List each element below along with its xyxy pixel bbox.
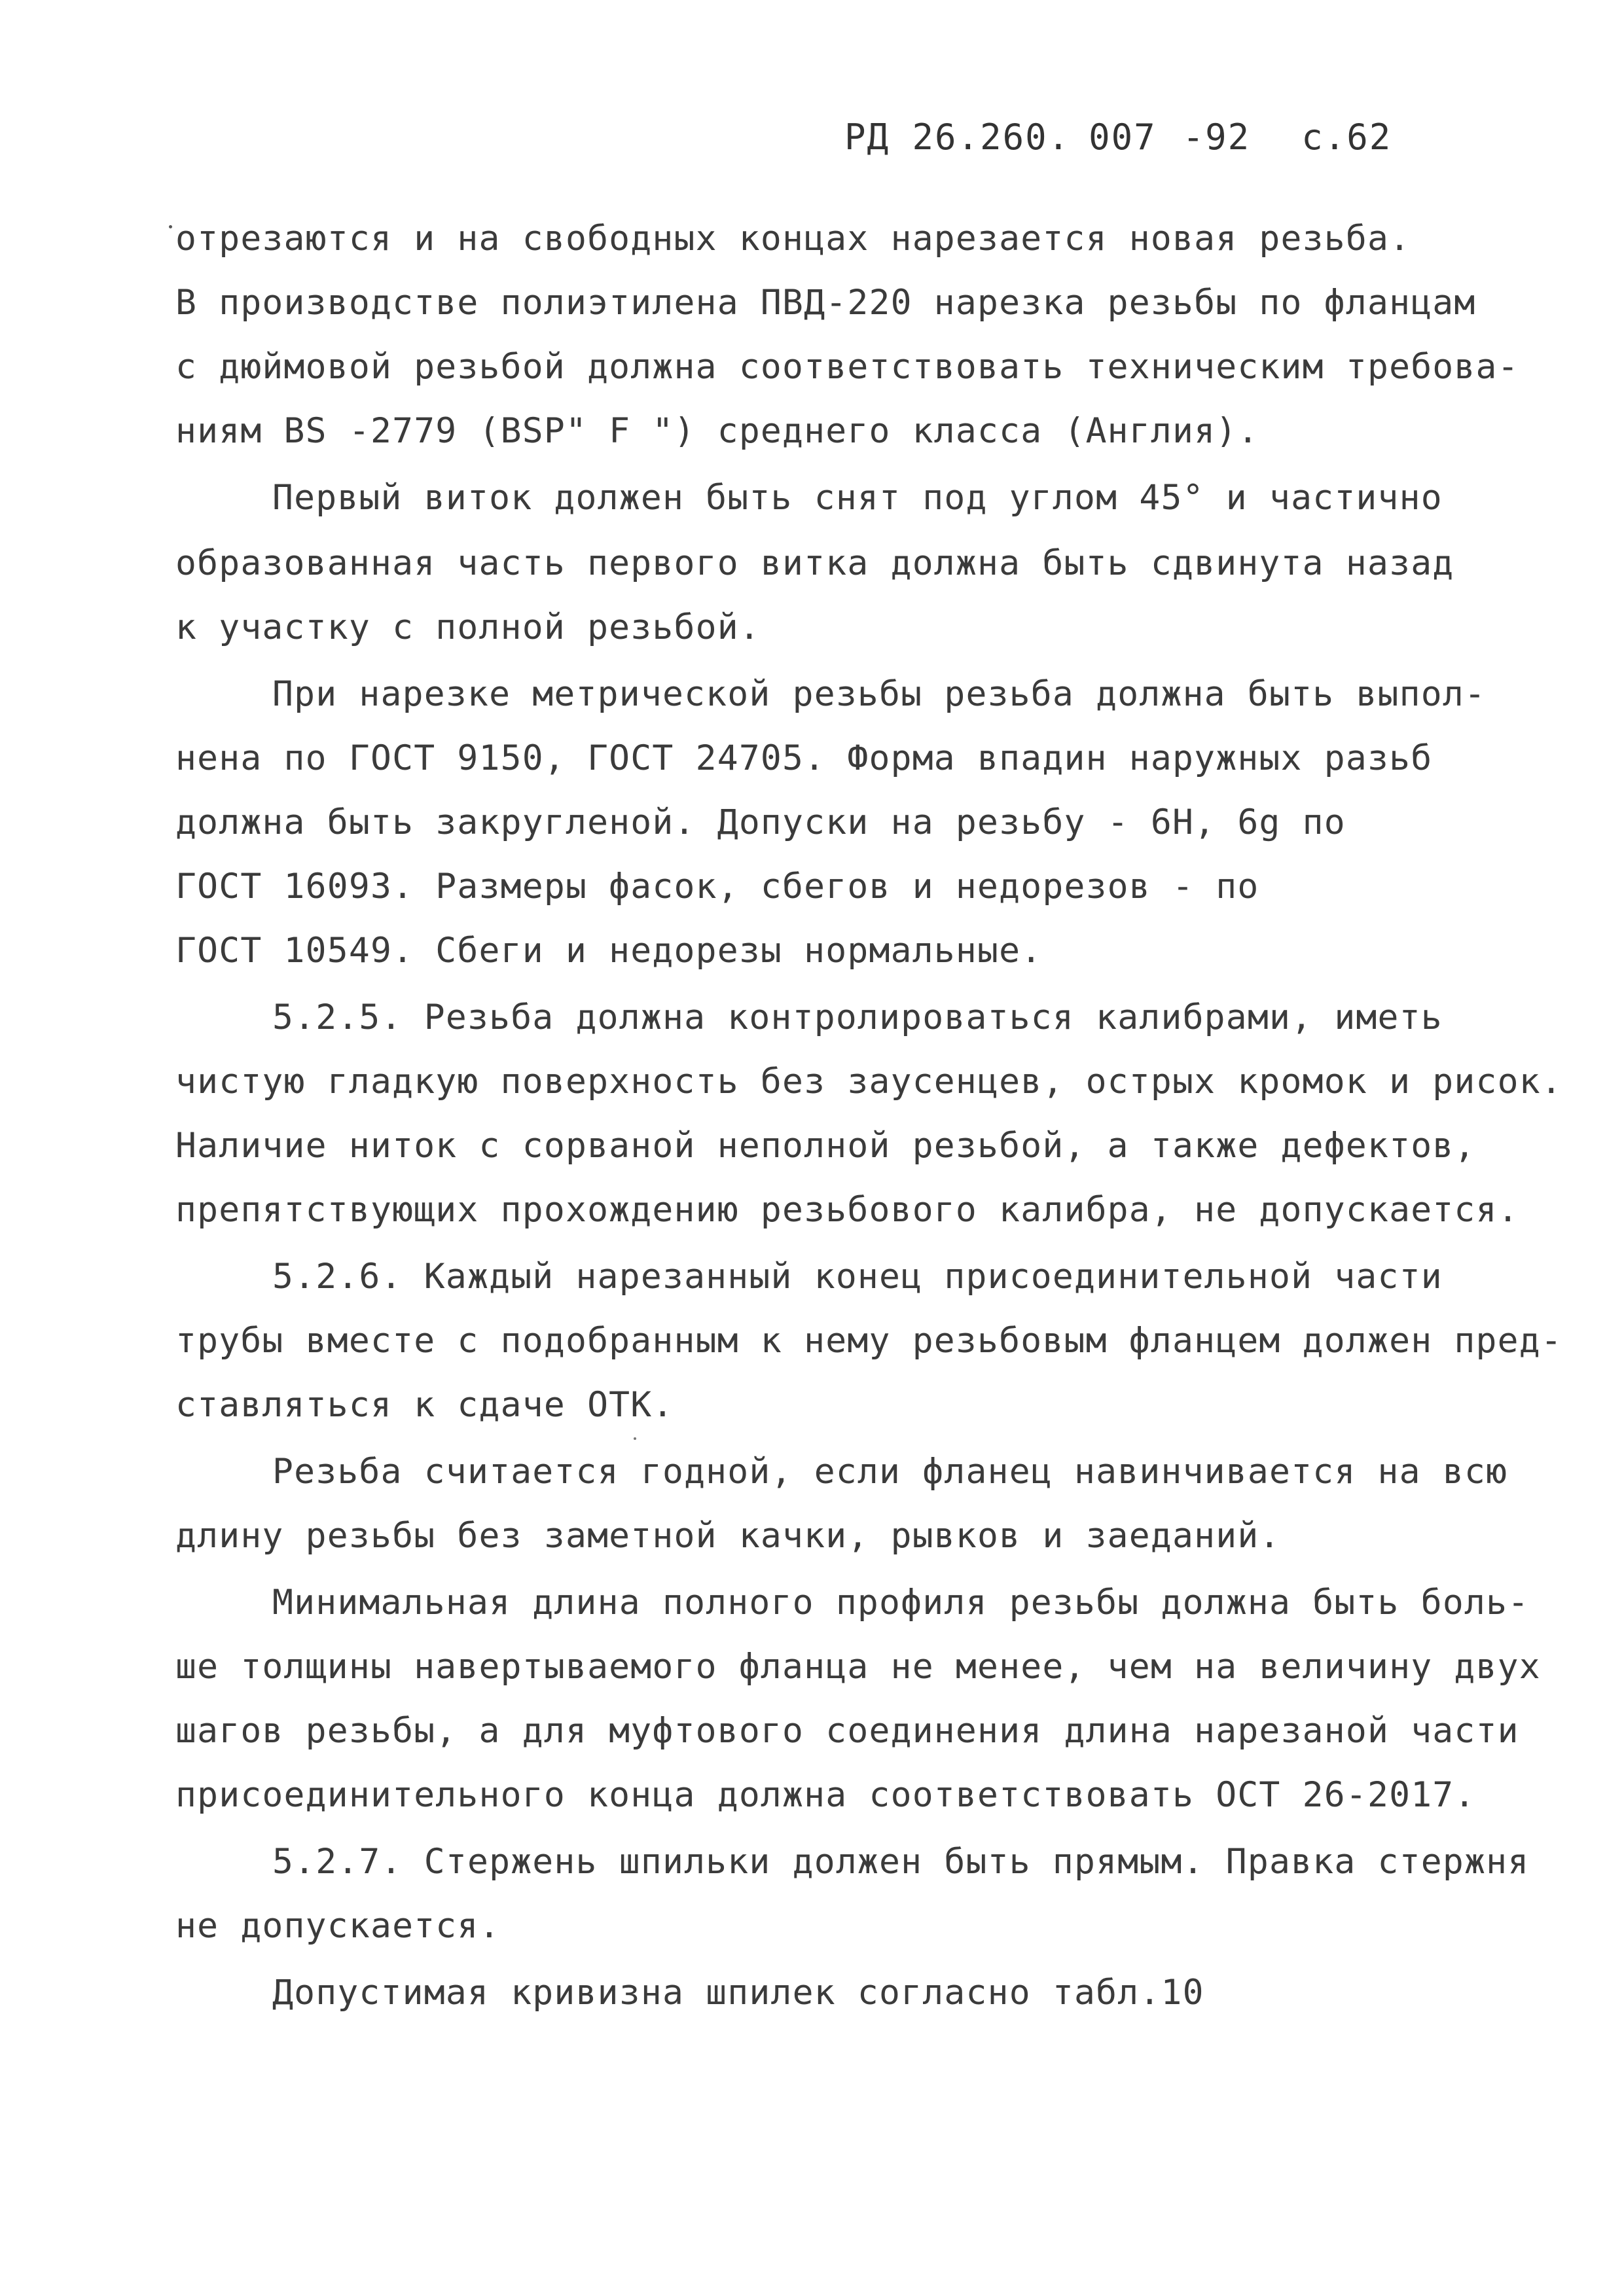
- text-line: ГОСТ 16093. Размеры фасок, сбегов и недорезов - по: [175, 867, 1259, 906]
- text-line: Наличие ниток с сорваной неполной резьбой, а также дефектов,: [175, 1126, 1476, 1166]
- margin-mark: [169, 225, 172, 228]
- document-code: РД 26.260.: [844, 117, 1071, 158]
- section-5-2-7-line: 5.2.7. Стержень шпильки должен быть прямым. Правка стержня: [272, 1842, 1530, 1882]
- text-line: с дюймовой резьбой должна соответствовать техническим требова-: [175, 347, 1519, 387]
- text-line: длину резьбы без заметной качки, рывков и заеданий.: [175, 1516, 1281, 1556]
- text-line: чистую гладкую поверхность без заусенцев, острых кромок и рисок.: [175, 1062, 1562, 1102]
- text-line: Минимальная длина полного профиля резьбы должна быть боль-: [272, 1583, 1530, 1623]
- page-header: [844, 117, 1410, 158]
- text-line: не допускается.: [175, 1906, 501, 1946]
- text-line: Допустимая кривизна шпилек согласно табл.10: [272, 1973, 1204, 2013]
- text-line: препятствующих прохождению резьбового калибра, не допускается.: [175, 1190, 1519, 1230]
- text-line: отрезаются и на свободных концах нарезается новая резьба.: [175, 219, 1411, 259]
- page-number: с.62: [1301, 117, 1392, 158]
- document-number: 007: [1089, 117, 1157, 158]
- text-line: При нарезке метрической резьбы резьба должна быть выпол-: [272, 674, 1487, 714]
- text-line: В производстве полиэтилена ПВД-220 нарезка резьбы по фланцам: [175, 283, 1476, 323]
- text-line: трубы вместе с подобранным к нему резьбовым фланцем должен пред-: [175, 1321, 1562, 1361]
- text-line: ГОСТ 10549. Сбеги и недорезы нормальные.: [175, 931, 1043, 971]
- text-line: к участку с полной резьбой.: [175, 607, 761, 647]
- scan-speck: [634, 1437, 636, 1440]
- text-line: образованная часть первого витка должна быть сдвинута назад: [175, 543, 1454, 583]
- text-line: ше толщины навертываемого фланца не менее, чем на величину двух: [175, 1647, 1541, 1687]
- text-line: нена по ГОСТ 9150, ГОСТ 24705. Форма впадин наружных разьб: [175, 738, 1433, 778]
- section-5-2-6-line: 5.2.6. Каждый нарезанный конец присоединительной части: [272, 1257, 1443, 1297]
- text-line: Первый виток должен быть снят под углом 45° и частично: [272, 478, 1443, 518]
- text-line: шагов резьбы, а для муфтового соединения длина нарезаной части: [175, 1711, 1519, 1751]
- text-line: ставляться к сдаче ОТК.: [175, 1385, 674, 1425]
- section-5-2-5-line: 5.2.5. Резьба должна контролироваться калибрами, иметь: [272, 997, 1443, 1037]
- text-line: присоединительного конца должна соответствовать ОСТ 26-2017.: [175, 1775, 1476, 1815]
- text-line: ниям BS -2779 (BSP" F ") среднего класса (Англия).: [175, 411, 1259, 451]
- text-line: должна быть закругленой. Допуски на резьбу - 6Н, 6g по: [175, 802, 1346, 842]
- document-year: -92: [1182, 117, 1251, 158]
- text-line: Резьба считается годной, если фланец навинчивается на всю: [272, 1452, 1508, 1492]
